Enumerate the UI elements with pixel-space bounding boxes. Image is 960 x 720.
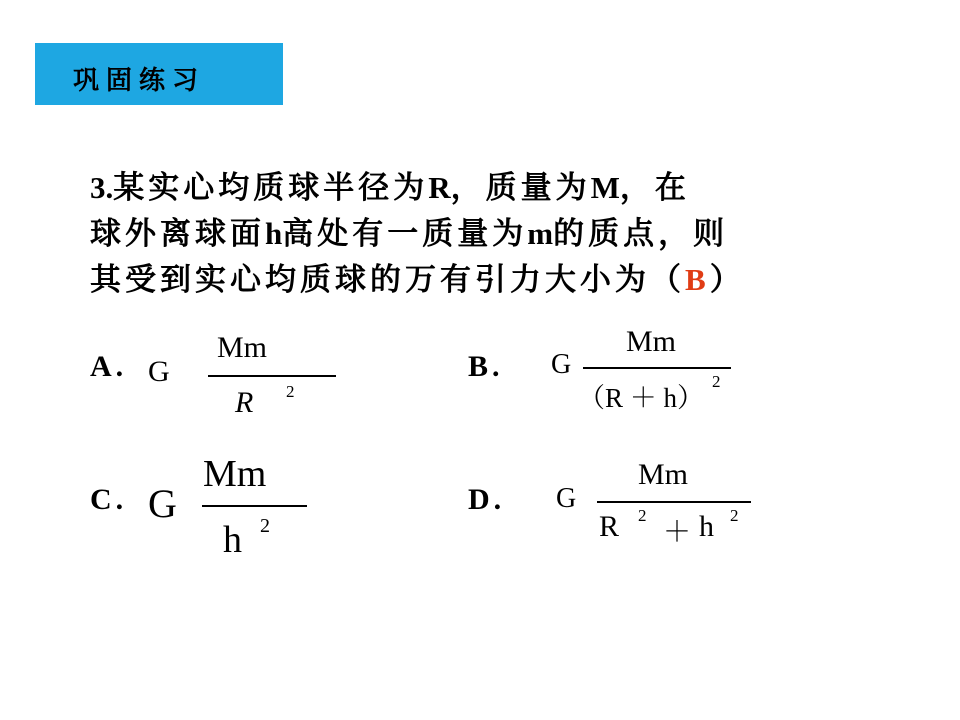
option-a-denominator-exponent: 2 — [286, 382, 295, 401]
option-c-label: C. — [90, 483, 128, 516]
question-text-segment: ，在 — [619, 170, 690, 206]
question-text-segment: 其受到实心均质球的万有引力大小为（ — [90, 262, 685, 298]
variable-M: M — [590, 170, 620, 205]
question-text-segment: ） — [709, 262, 745, 298]
question-number: 3. — [90, 170, 114, 205]
answer-letter: B — [685, 262, 710, 297]
variable-R: R — [428, 170, 451, 205]
option-b-denominator: （R ＋ h） — [578, 383, 705, 413]
question-text-segment: 某实心均质球半径为 — [113, 170, 429, 206]
option-a-G: G — [148, 355, 170, 388]
question-text — [90, 165, 890, 303]
question-text-segment: 高处有一质量为 — [282, 216, 528, 252]
option-c-denominator-exponent: 2 — [260, 515, 270, 537]
option-b-numerator: Mm — [626, 325, 677, 358]
option-d-denominator-R-exponent: 2 — [638, 506, 647, 525]
option-c-fraction-bar — [202, 505, 307, 507]
option-d-plus-sign: ＋ — [663, 517, 692, 548]
question-line-2 — [90, 211, 890, 257]
section-header-title: 巩固练习 — [73, 66, 206, 96]
option-a-numerator: Mm — [217, 331, 268, 364]
question-text-segment: 的质点，则 — [553, 216, 729, 252]
option-d-denominator-R: R — [599, 510, 620, 543]
option-d-denominator-h: h — [699, 510, 714, 543]
option-c-denominator-base: h — [223, 519, 242, 561]
option-d-G: G — [556, 483, 577, 514]
option-b-denominator-exponent: 2 — [712, 372, 721, 391]
question-text-segment: 球外离球面 — [90, 216, 265, 252]
option-d-numerator: Mm — [638, 458, 689, 491]
option-d-fraction-bar — [597, 501, 751, 503]
option-c-G: G — [148, 481, 177, 526]
option-a-label: A. — [90, 350, 128, 383]
variable-m: m — [527, 216, 554, 251]
option-a-denominator-base: R — [235, 386, 254, 419]
question-line-3 — [90, 257, 890, 303]
option-c-numerator: Mm — [203, 453, 267, 495]
option-d-label: D. — [468, 483, 506, 516]
option-b-label: B. — [468, 350, 504, 383]
option-b-fraction-bar — [583, 367, 731, 369]
variable-h: h — [265, 216, 283, 251]
option-d-denominator-h-exponent: 2 — [730, 506, 739, 525]
option-b-G: G — [551, 349, 572, 380]
question-line-1 — [90, 165, 890, 211]
question-text-segment: ，质量为 — [450, 170, 591, 206]
option-a-fraction-bar — [208, 375, 336, 377]
